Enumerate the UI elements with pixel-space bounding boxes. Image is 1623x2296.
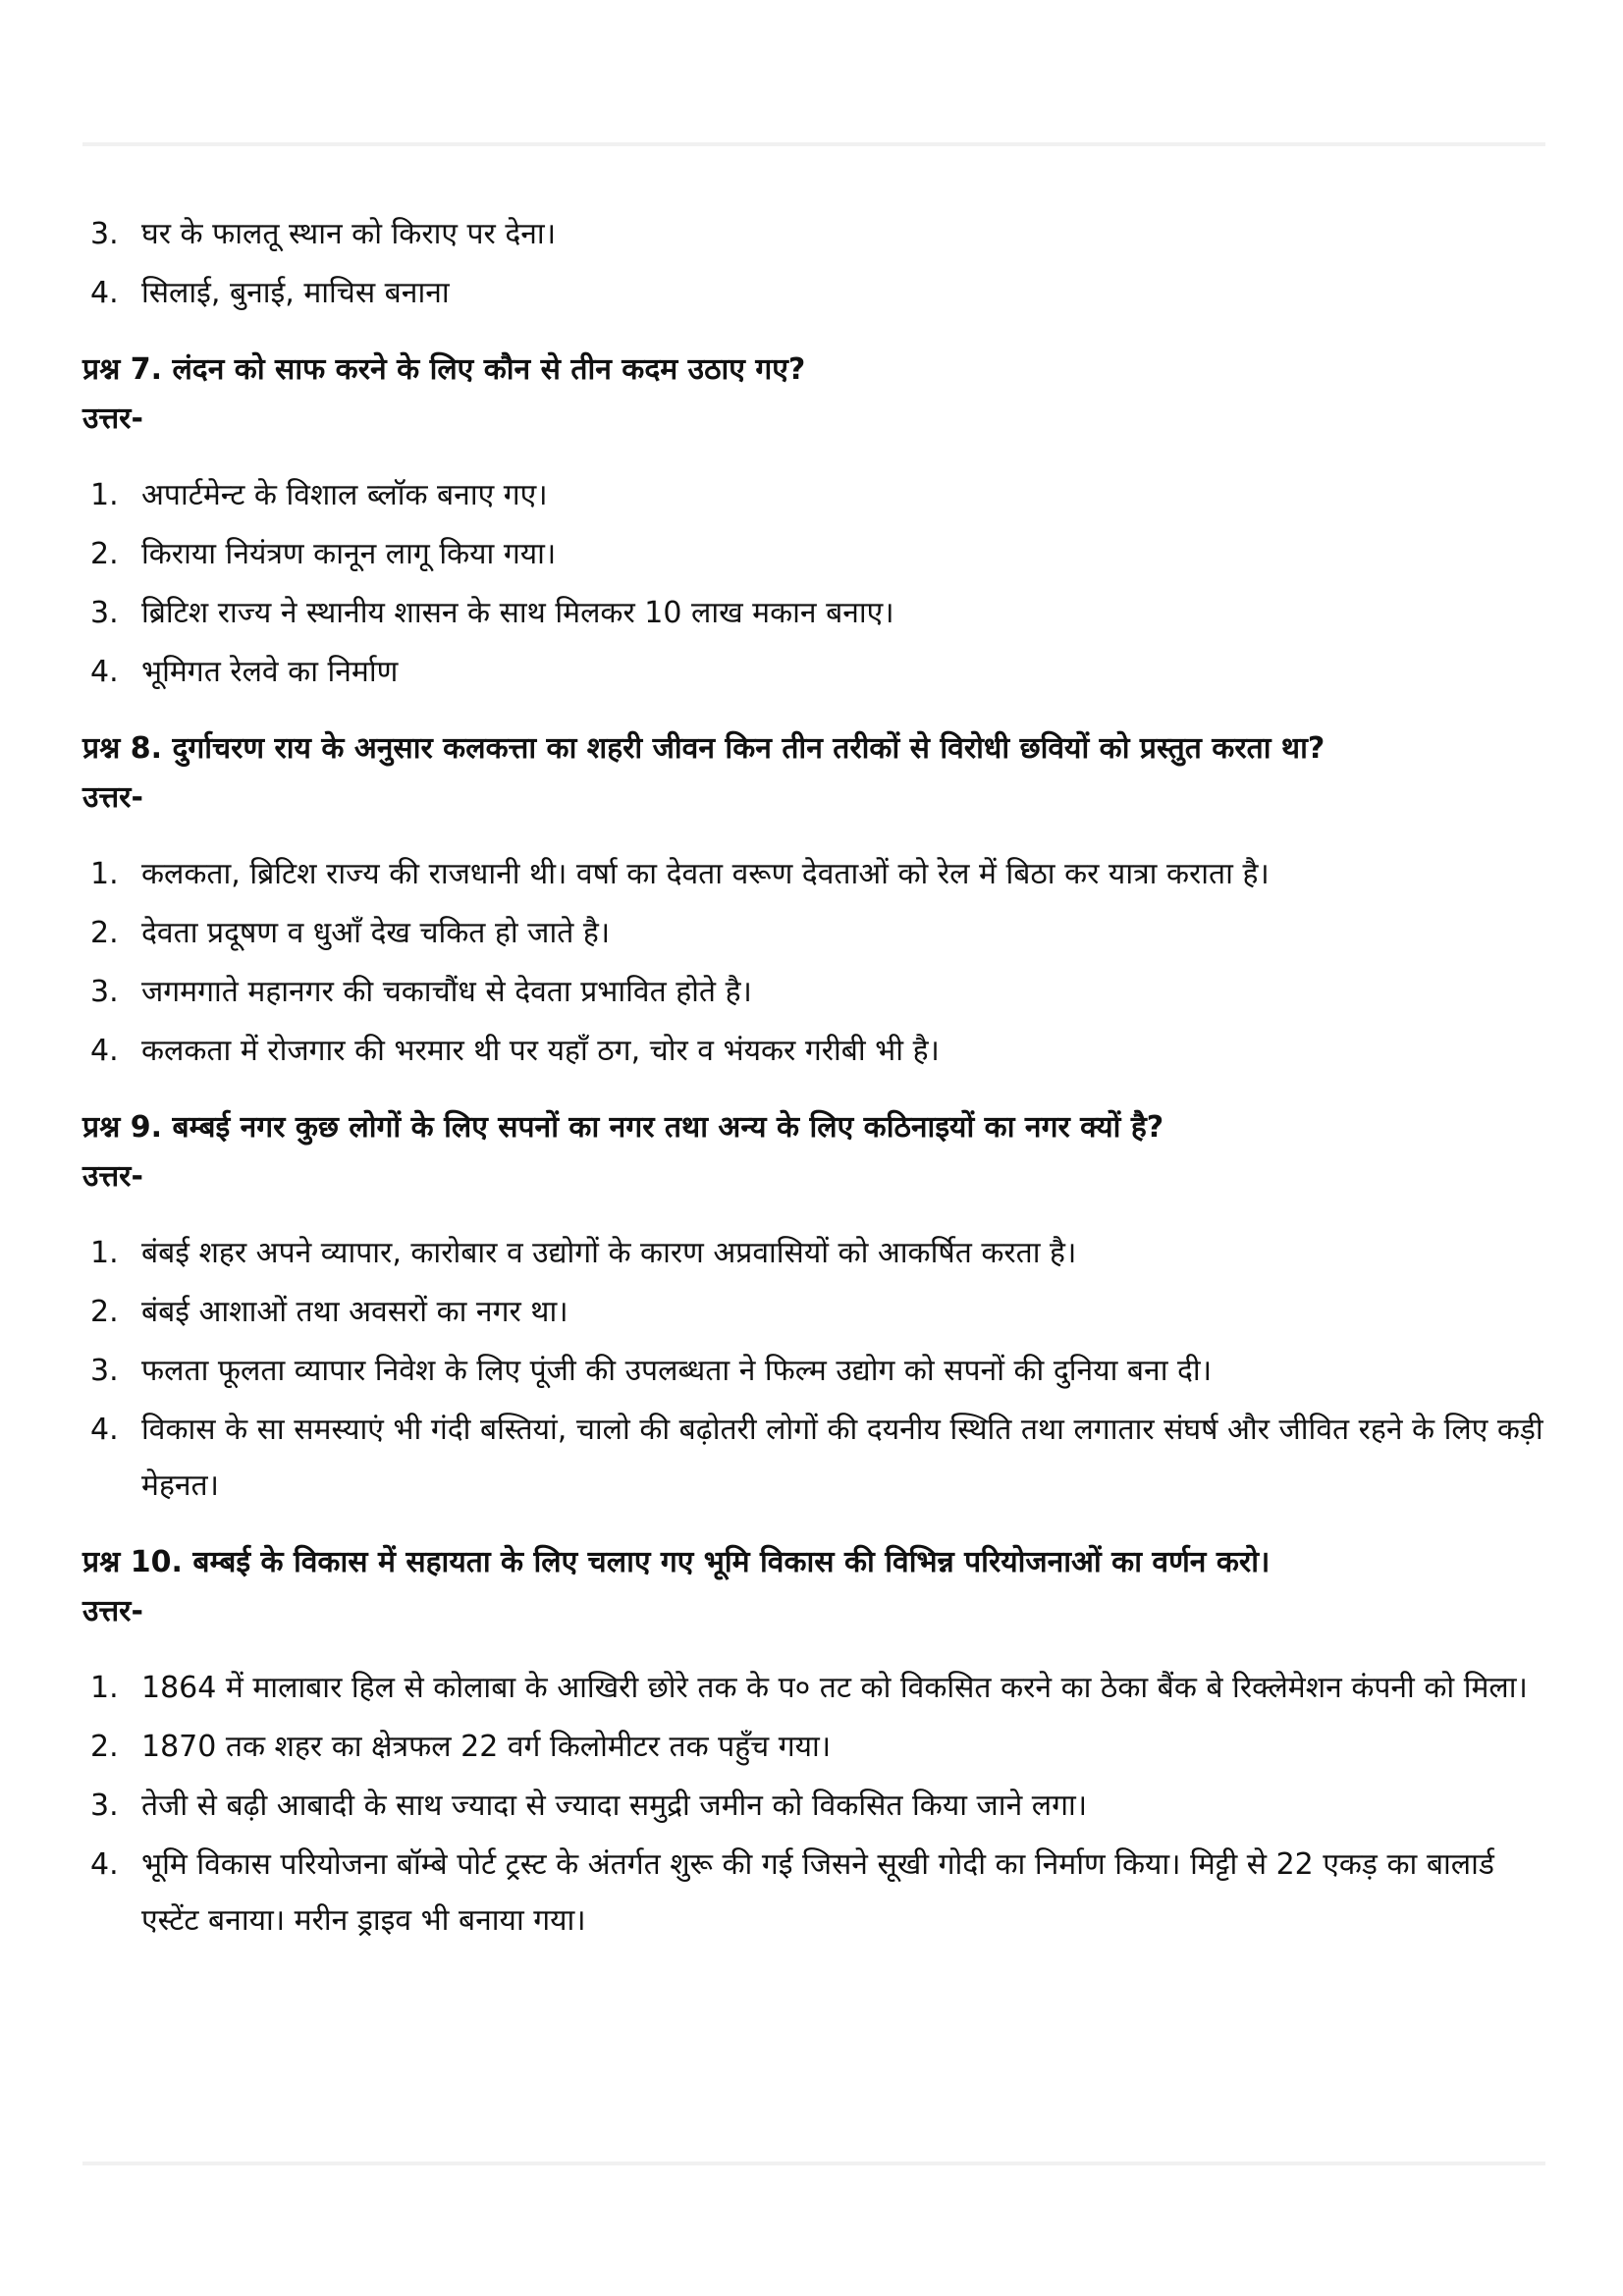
list-item: 4. विकास के सा समस्याएं भी गंदी बस्तियां, चालो की बढ़ोतरी लोगों की दयनीय स्थिति तथा लगातार संघर्ष और जीवित रहने के लिए कड़ी मेहनत। (90, 1413, 1543, 1503)
list-item: 1. कलकता, ब्रिटिश राज्य की राजधानी थी। वर्षा का देवता वरूण देवताओं को रेल में बिठा कर यात्रा कराता है। (90, 857, 1270, 891)
answer-label-9: उत्तर- (82, 1159, 143, 1194)
bottom-divider (82, 2162, 1545, 2165)
answer-list-8 (82, 846, 1545, 1079)
list-item: 3. जगमगाते महानगर की चकाचौंध से देवता प्रभावित होते है। (90, 975, 752, 1009)
document-body (82, 206, 1545, 1951)
list-item: 1. अपार्टमेन्ट के विशाल ब्लॉक बनाए गए। (90, 478, 548, 512)
list-item: 4. कलकता में रोजगार की भरमार थी पर यहाँ ठग, चोर व भंयकर गरीबी भी है। (90, 1034, 940, 1068)
top-divider (82, 142, 1545, 146)
list-item: 4. भूमि विकास परियोजना बॉम्बे पोर्ट ट्रस्ट के अंतर्गत शुरू की गई जिसने सूखी गोदी का निर्माण किया। मिट्टी से 22 एकड़ का बालार्ड एस्टेंट बनाया। मरीन ड्राइव भी बनाया गया। (90, 1847, 1494, 1938)
question-9: प्रश्न 9. बम्बई नगर कुछ लोगों के लिए सपनों का नगर तथा अन्य के लिए कठिनाइयों का नगर क्यों है? (82, 1110, 1164, 1145)
answer-label-7: उत्तर- (82, 401, 143, 436)
list-item: 4. सिलाई, बुनाई, माचिस बनाना (90, 276, 450, 310)
question-7: प्रश्न 7. लंदन को साफ करने के लिए कौन से तीन कदम उठाए गए? (82, 352, 806, 387)
list-item: 3. ब्रिटिश राज्य ने स्थानीय शासन के साथ मिलकर 10 लाख मकान बनाए। (90, 596, 894, 630)
answer-list-7 (82, 467, 1545, 700)
list-item: 2. 1870 तक शहर का क्षेत्रफल 22 वर्ग किलोमीटर तक पहुँच गया। (90, 1730, 832, 1764)
answer-list-10 (82, 1660, 1545, 1949)
question-10: प्रश्न 10. बम्बई के विकास में सहायता के लिए चलाए गए भूमि विकास की विभिन्न परियोजनाओं का वर्णन करो। (82, 1545, 1271, 1579)
continued-answer-list (82, 206, 1545, 321)
answer-list-9 (82, 1225, 1545, 1514)
list-item: 1. 1864 में मालाबार हिल से कोलाबा के आखिरी छोरे तक के प० तट को विकसित करने का ठेका बैंक बे रिक्लेमेशन कंपनी को मिला। (90, 1671, 1528, 1705)
list-item: 3. तेजी से बढ़ी आबादी के साथ ज्यादा से ज्यादा समुद्री जमीन को विकसित किया जाने लगा। (90, 1789, 1088, 1823)
answer-label-8: उत्तर- (82, 780, 143, 815)
question-8: प्रश्न 8. दुर्गाचरण राय के अनुसार कलकत्ता का शहरी जीवन किन तीन तरीकों से विरोधी छवियों को प्रस्तुत करता था? (82, 731, 1325, 766)
answer-label-10: उत्तर- (82, 1594, 143, 1629)
list-item: 4. भूमिगत रेलवे का निर्माण (90, 655, 399, 689)
list-item: 3. घर के फालतू स्थान को किराए पर देना। (90, 217, 557, 251)
list-item: 2. बंबई आशाओं तथा अवसरों का नगर था। (90, 1295, 568, 1329)
list-item: 2. किराया नियंत्रण कानून लागू किया गया। (90, 537, 557, 571)
list-item: 3. फलता फूलता व्यापार निवेश के लिए पूंजी की उपलब्धता ने फिल्म उद्योग को सपनों की दुनिया बना दी। (90, 1354, 1213, 1388)
list-item: 2. देवता प्रदूषण व धुआँ देख चकित हो जाते है। (90, 916, 611, 950)
list-item: 1. बंबई शहर अपने व्यापार, कारोबार व उद्योगों के कारण अप्रवासियों को आकर्षित करता है। (90, 1236, 1077, 1270)
